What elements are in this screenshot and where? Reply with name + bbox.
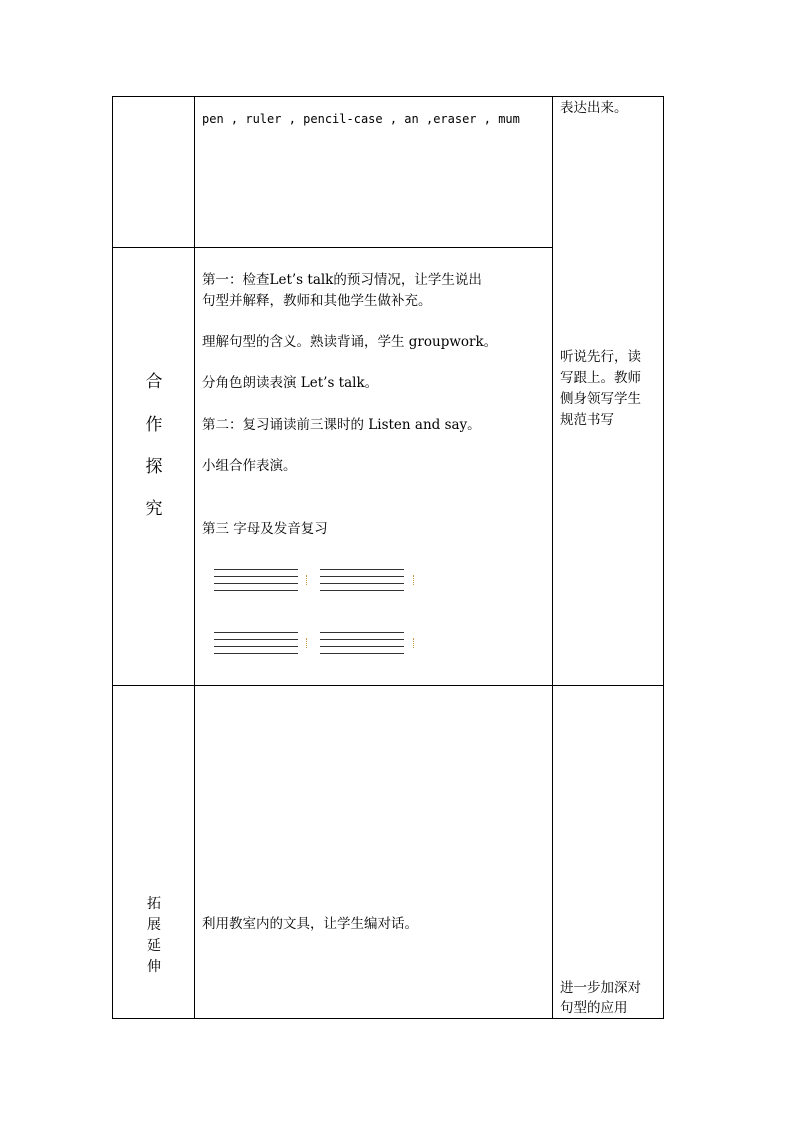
row2-line-5: 第二：复习诵读前三课时的 Listen and say。	[202, 417, 481, 433]
writing-grid-1	[214, 569, 298, 591]
row1-content: pen , ruler , pencil-case , an ,eraser , mum	[202, 112, 520, 126]
grid-tick	[306, 638, 308, 648]
row2-line-2: 句型并解释，教师和其他学生做补充。	[202, 293, 432, 309]
table-left-border	[112, 96, 113, 1019]
row2-line-4: 分角色朗读表演 Let’s talk。	[202, 375, 379, 391]
writing-grid-3	[214, 632, 298, 654]
row3-label-char-1: 拓	[147, 896, 161, 912]
row3-label-char-2: 展	[147, 917, 161, 933]
row2-note-line-4: 规范书写	[560, 412, 614, 428]
row3-note-line-1: 进一步加深对	[560, 980, 641, 996]
writing-grid-4	[320, 632, 404, 654]
row2-label-char-1: 合	[145, 372, 163, 392]
row2-line-3: 理解句型的含义。熟读背诵，学生 groupwork。	[202, 334, 498, 350]
row2-note-line-2: 写跟上。教师	[560, 370, 641, 386]
column-divider-2	[552, 96, 553, 1019]
row3-content: 利用教室内的文具，让学生编对话。	[202, 916, 418, 932]
row2-note-line-1: 听说先行，读	[560, 349, 641, 365]
row3-label-char-4: 伸	[147, 959, 161, 975]
row2-line-6: 小组合作表演。	[202, 458, 297, 474]
row2-note-line-3: 侧身领写学生	[560, 391, 641, 407]
row1-note: 表达出来。	[560, 100, 628, 116]
row2-line-7: 第三 字母及发音复习	[202, 521, 328, 537]
row1-bottom-border	[112, 247, 552, 248]
column-divider-1	[194, 96, 195, 1019]
row2-line-1: 第一：检查Let’s talk的预习情况，让学生说出	[202, 272, 482, 288]
row2-label-char-2: 作	[145, 415, 163, 435]
writing-grid-2	[320, 569, 404, 591]
row2-label-char-3: 探	[145, 457, 163, 477]
row3-label-char-3: 延	[147, 938, 161, 954]
grid-tick	[306, 575, 308, 585]
table-right-border	[663, 96, 664, 1019]
row2-label-char-4: 究	[145, 499, 163, 519]
row3-note-line-2: 句型的应用	[560, 1000, 628, 1016]
grid-tick	[413, 638, 415, 648]
grid-tick	[413, 575, 415, 585]
